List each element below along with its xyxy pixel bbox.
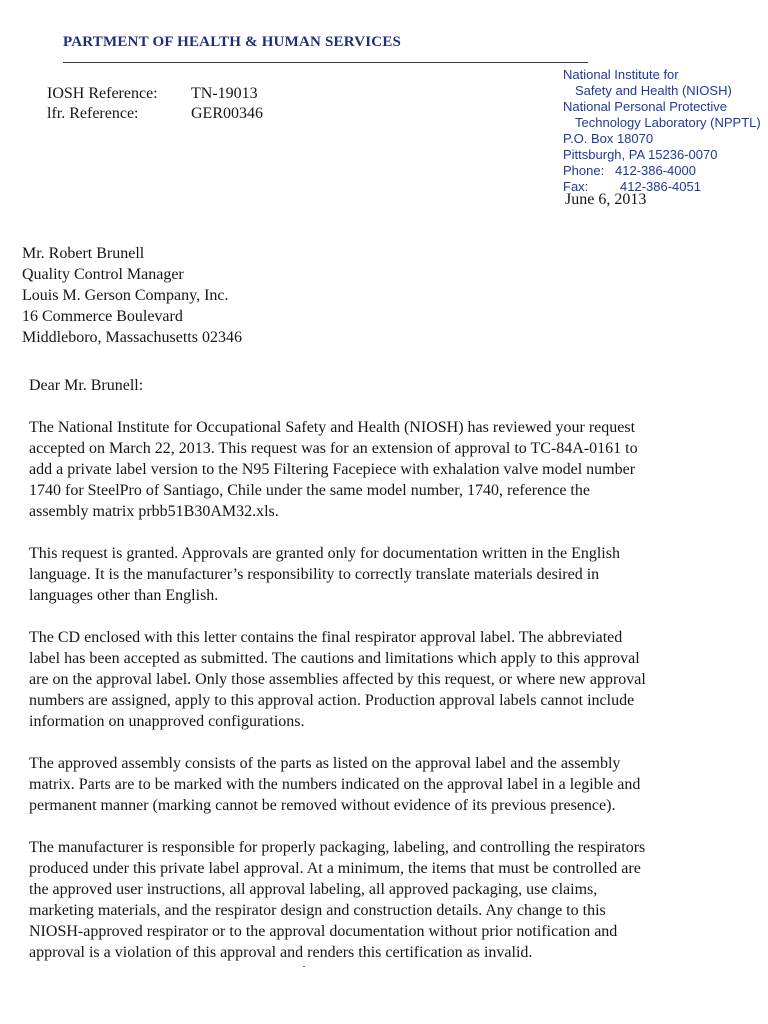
fax-label: Fax: <box>563 179 589 194</box>
body-line: label has been accepted as submitted. The cautions and limitations which apply to this approval <box>29 650 640 667</box>
body-line: approval is a violation of this approval and renders this certification as invalid. <box>29 944 533 961</box>
mfr-reference-value: GER00346 <box>191 105 263 122</box>
letter-date: June 6, 2013 <box>565 191 647 208</box>
paragraph-granted <box>29 543 744 606</box>
body-line: The National Institute for Occupational Safety and Health (NIOSH) has reviewed your request <box>29 419 636 436</box>
body-line: assembly matrix prbb51B30AM32.xls. <box>29 503 279 520</box>
institute-address <box>563 67 761 195</box>
niosh-reference-label: IOSH Reference: <box>47 85 158 102</box>
body-line: marketing materials, and the respirator design and construction details. Any change to this <box>29 902 606 919</box>
recipient-address <box>22 243 242 348</box>
recipient-company: Louis M. Gerson Company, Inc. <box>22 287 229 304</box>
niosh-reference-value: TN-19013 <box>191 85 258 102</box>
body-line: The CD enclosed with this letter contains the final respirator approval label. The abbreviated <box>29 629 623 646</box>
agency-header: PARTMENT OF HEALTH & HUMAN SERVICES <box>63 34 402 50</box>
letter-body <box>29 375 744 984</box>
body-line: permanent manner (marking cannot be removed without evidence of its previous presence). <box>29 797 616 814</box>
paragraph-manufacturer <box>29 837 744 963</box>
salutation: Dear Mr. Brunell: <box>29 377 144 394</box>
paragraph-review <box>29 417 744 522</box>
recipient-name: Mr. Robert Brunell <box>22 245 145 262</box>
institute-line: National Personal Protective <box>563 99 728 114</box>
mfr-reference-label: lfr. Reference: <box>47 105 139 122</box>
institute-line: Pittsburgh, PA 15236-0070 <box>563 147 718 162</box>
body-line: accepted on March 22, 2013. This request was for an extension of approval to TC-84A-0161 to <box>29 440 638 457</box>
paragraph-assembly <box>29 753 744 816</box>
scan-speck <box>303 966 305 967</box>
header-rule <box>63 62 588 63</box>
recipient-street: 16 Commerce Boulevard <box>22 308 183 325</box>
phone-label: Phone: <box>563 163 605 178</box>
body-line: information on unapproved configurations. <box>29 713 305 730</box>
mfr-reference <box>47 104 263 124</box>
body-line: languages other than English. <box>29 587 219 604</box>
body-line: matrix. Parts are to be marked with the numbers indicated on the approval label in a legible and <box>29 776 641 793</box>
fax-number: 412-386-4051 <box>620 179 701 194</box>
body-line: 1740 for SteelPro of Santiago, Chile under the same model number, 1740, reference the <box>29 482 590 499</box>
body-line: numbers are assigned, apply to this approval action. Production approval labels cannot include <box>29 692 635 709</box>
body-line: This request is granted. Approvals are granted only for documentation written in the English <box>29 545 620 562</box>
body-line: The manufacturer is responsible for properly packaging, labeling, and controlling the respirators <box>29 839 646 856</box>
body-line: The approved assembly consists of the parts as listed on the approval label and the assembly <box>29 755 621 772</box>
paragraph-label <box>29 627 744 732</box>
body-line: language. It is the manufacturer’s responsibility to correctly translate materials desired in <box>29 566 600 583</box>
reference-block <box>47 84 263 124</box>
phone-number: 412-386-4000 <box>615 163 696 178</box>
institute-line: National Institute for <box>563 67 679 82</box>
institute-line: Safety and Health (NIOSH) <box>575 83 732 98</box>
institute-line: Technology Laboratory (NPPTL) <box>575 115 761 130</box>
niosh-reference <box>47 84 263 104</box>
recipient-city: Middleboro, Massachusetts 02346 <box>22 329 242 346</box>
body-line: add a private label version to the N95 Filtering Facepiece with exhalation valve model number <box>29 461 636 478</box>
institute-line: P.O. Box 18070 <box>563 131 654 146</box>
institute-phone <box>563 163 761 179</box>
body-line: the approved user instructions, all approval labeling, all approved packaging, use claims, <box>29 881 598 898</box>
body-line: NIOSH-approved respirator or to the approval documentation without prior notification and <box>29 923 618 940</box>
body-line: produced under this private label approval. At a minimum, the items that must be controlled are <box>29 860 641 877</box>
body-line: are on the approval label. Only those assemblies affected by this request, or where new approval <box>29 671 646 688</box>
recipient-title: Quality Control Manager <box>22 266 184 283</box>
